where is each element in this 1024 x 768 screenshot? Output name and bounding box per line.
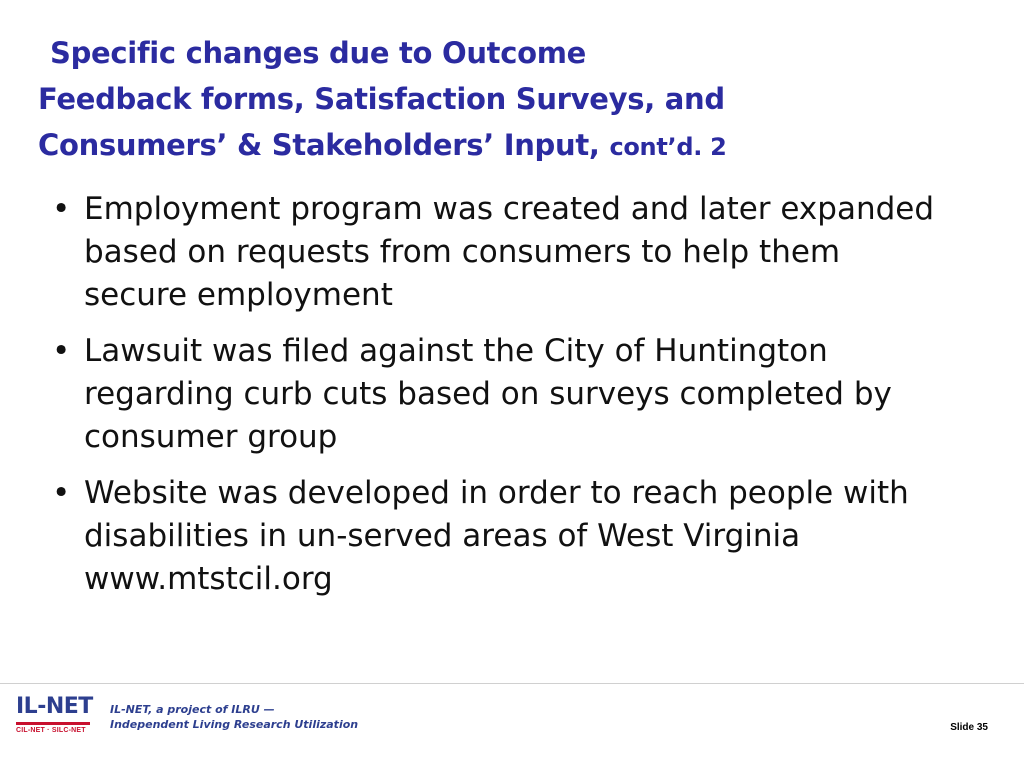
bullet-text-line: Employment program was created and later expanded: [84, 191, 935, 227]
bullet-text-line: consumer group: [84, 419, 338, 455]
bullet-text-line: Website was developed in order to reach people with: [84, 475, 909, 511]
tagline-line-2: Independent Living Research Utilization: [110, 718, 359, 731]
bullet-symbol: •: [52, 333, 71, 369]
bullet-item: [46, 188, 996, 317]
website-link[interactable]: www.mtstcil.org: [84, 561, 333, 597]
bullet-text-line: disabilities in un-served areas of West Virginia: [84, 518, 801, 554]
title-line-3: [38, 122, 998, 170]
bullet-symbol: •: [52, 475, 71, 511]
bullet-item: [46, 472, 996, 601]
bullet-text-line: regarding curb cuts based on surveys completed by: [84, 376, 892, 412]
title-continued-label: cont’d. 2: [609, 133, 727, 161]
logo-subtext: CIL-NET · SILC-NET: [16, 727, 86, 734]
bullet-item: [46, 330, 996, 459]
bullet-text-line: Lawsuit was filed against the City of Huntington: [84, 333, 828, 369]
logo-text: IL-NET: [16, 694, 93, 719]
slide-number: Slide 35: [950, 722, 988, 733]
il-net-logo: [16, 694, 94, 740]
bullet-symbol: •: [52, 191, 71, 227]
bullet-text-line: based on requests from consumers to help them: [84, 234, 841, 270]
logo-accent-bar: [16, 722, 90, 725]
title-line-2: Feedback forms, Satisfaction Surveys, and: [38, 82, 725, 116]
footer-divider: [0, 683, 1024, 684]
slide-title: [38, 30, 998, 170]
tagline-line-1: IL-NET, a project of ILRU —: [110, 703, 275, 716]
bullet-list: [46, 188, 996, 614]
footer-tagline: [110, 702, 358, 732]
title-line-3-text: Consumers’ & Stakeholders’ Input,: [38, 128, 600, 162]
title-line-1: Specific changes due to Outcome: [50, 36, 587, 70]
bullet-text-line: secure employment: [84, 277, 393, 313]
